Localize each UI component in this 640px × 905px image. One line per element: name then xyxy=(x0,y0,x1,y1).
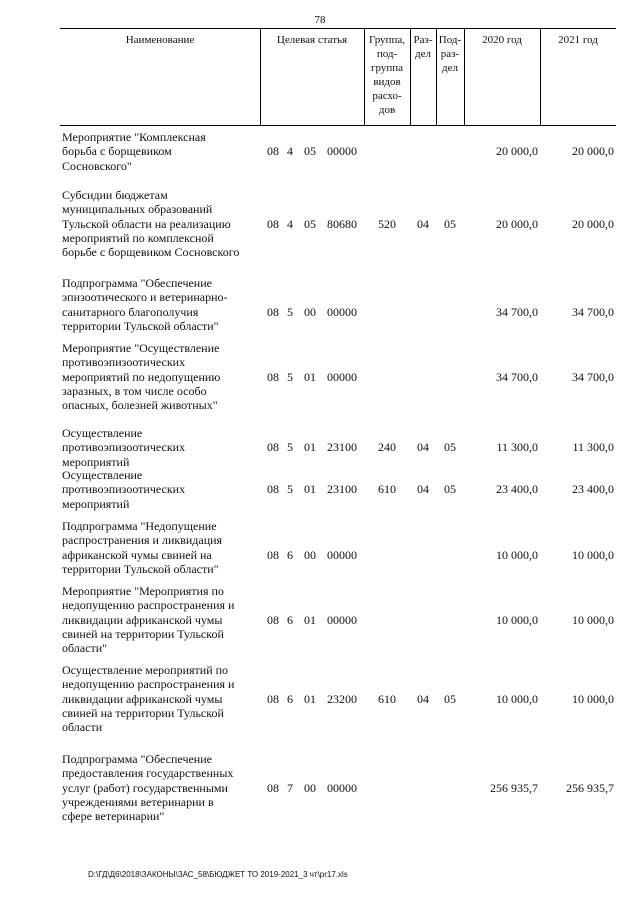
code-event: 01 xyxy=(304,482,316,497)
code-event: 01 xyxy=(304,369,316,384)
table-row xyxy=(60,519,616,576)
row-name xyxy=(62,276,260,333)
code-subprogram: 5 xyxy=(287,482,293,497)
row-name-line: Осуществление мероприятий по xyxy=(62,663,229,677)
row-name-line: мероприятий по недопущению xyxy=(62,369,221,384)
amount-2021: 20 000,0 xyxy=(572,216,614,231)
section-code: 04 xyxy=(417,482,429,497)
code-direction: 00000 xyxy=(327,780,357,795)
header-name: Наименование xyxy=(125,34,195,46)
page-number: 78 xyxy=(314,14,326,26)
code-event: 01 xyxy=(304,691,316,706)
row-name xyxy=(62,663,260,734)
amount-2020: 34 700,0 xyxy=(496,304,538,319)
table-row xyxy=(60,426,616,469)
row-name-line: недопущению распространения и xyxy=(62,677,235,692)
subsection-code: 05 xyxy=(444,482,456,497)
amount-2020: 34 700,0 xyxy=(496,369,538,384)
code-event: 01 xyxy=(304,440,316,455)
amount-2021: 23 400,0 xyxy=(572,482,614,497)
amount-2020: 20 000,0 xyxy=(496,216,538,231)
code-program: 08 xyxy=(267,440,279,455)
row-name-line: Подпрограмма "Обеспечение xyxy=(62,752,212,766)
row-name xyxy=(62,426,260,469)
code-program: 08 xyxy=(267,691,279,706)
code-event: 00 xyxy=(304,780,316,795)
row-name-line: Мероприятие "Мероприятия по xyxy=(62,584,224,598)
row-name-line: муниципальных образований xyxy=(62,202,213,217)
code-direction: 23100 xyxy=(327,482,357,497)
row-name-line: мероприятий по комплексной xyxy=(62,230,214,245)
row-name-line: Осуществление xyxy=(62,468,143,482)
row-name xyxy=(62,519,260,576)
code-subprogram: 4 xyxy=(287,144,293,159)
row-name xyxy=(62,752,260,823)
subsection-code: 05 xyxy=(444,440,456,455)
amount-2020: 23 400,0 xyxy=(496,482,538,497)
row-name-line: области" xyxy=(62,641,108,656)
row-name-line: ликвидации африканской чумы xyxy=(62,691,223,706)
code-program: 08 xyxy=(267,369,279,384)
row-name-line: территории Тульской области" xyxy=(62,318,219,333)
code-event: 05 xyxy=(304,144,316,159)
code-direction: 00000 xyxy=(327,144,357,159)
code-subprogram: 6 xyxy=(287,691,293,706)
code-subprogram: 6 xyxy=(287,547,293,562)
row-name-line: заразных, в том числе особо xyxy=(62,383,207,398)
code-subprogram: 6 xyxy=(287,612,293,627)
row-name-line: предоставления государственных xyxy=(62,766,234,781)
code-program: 08 xyxy=(267,304,279,319)
row-name-line: санитарного благополучия xyxy=(62,304,199,319)
code-direction: 00000 xyxy=(327,612,357,627)
row-name xyxy=(62,468,260,511)
code-direction: 23200 xyxy=(327,691,357,706)
table-row xyxy=(60,188,616,260)
header-2020: 2020 год xyxy=(482,34,522,46)
code-program: 08 xyxy=(267,144,279,159)
row-name-line: учреждениями ветеринарии в xyxy=(62,794,214,809)
section-code: 04 xyxy=(417,691,429,706)
code-subprogram: 4 xyxy=(287,216,293,231)
row-name xyxy=(62,130,260,173)
amount-2020: 10 000,0 xyxy=(496,547,538,562)
row-name-line: ликвидации африканской чумы xyxy=(62,612,223,627)
code-subprogram: 5 xyxy=(287,304,293,319)
row-name-line: противоэпизоотических xyxy=(62,440,186,455)
code-program: 08 xyxy=(267,482,279,497)
row-name-line: Подпрограмма "Недопущение xyxy=(62,519,217,533)
row-name-line: Осуществление xyxy=(62,426,143,440)
row-name-line: Мероприятие "Осуществление xyxy=(62,341,220,355)
amount-2020: 20 000,0 xyxy=(496,144,538,159)
code-direction: 00000 xyxy=(327,304,357,319)
row-name-line: противоэпизоотических xyxy=(62,482,186,497)
amount-2021: 256 935,7 xyxy=(566,780,614,795)
row-name-line: опасных, болезней животных" xyxy=(62,398,218,413)
file-path-footer: D:\ГД\Д6\2018\ЗАКОНЫ\ЗАС_58\БЮДЖЕТ ТО 2019-2021_3 чт\pr17.xls xyxy=(88,870,348,879)
amount-2020: 10 000,0 xyxy=(496,691,538,706)
amount-2021: 11 300,0 xyxy=(572,440,614,455)
row-name-line: борьбе с борщевиком Сосновского xyxy=(62,245,240,260)
row-name-line: услуг (работ) государственными xyxy=(62,780,228,795)
code-event: 00 xyxy=(304,304,316,319)
code-event: 01 xyxy=(304,612,316,627)
row-name-line: Сосновского" xyxy=(62,158,132,173)
header-2021: 2021 год xyxy=(558,34,598,46)
row-name xyxy=(62,584,260,655)
row-name-line: распространения и ликвидация xyxy=(62,533,223,548)
table-row xyxy=(60,663,616,735)
row-name-line: противоэпизоотических xyxy=(62,355,186,370)
header-section: Раз- дел xyxy=(413,34,433,60)
row-name-line: Подпрограмма "Обеспечение xyxy=(62,276,212,290)
amount-2021: 10 000,0 xyxy=(572,691,614,706)
amount-2021: 20 000,0 xyxy=(572,144,614,159)
row-name-line: свиней на территории Тульской xyxy=(62,626,224,641)
row-name-line: Мероприятие "Комплексная xyxy=(62,130,206,144)
row-name-line: свиней на территории Тульской xyxy=(62,705,224,720)
code-direction: 00000 xyxy=(327,547,357,562)
subsection-code: 05 xyxy=(444,691,456,706)
code-subprogram: 5 xyxy=(287,369,293,384)
table-row xyxy=(60,584,616,656)
header-expense-group: Группа, под-группа видов расхо-дов xyxy=(369,34,405,116)
table-row xyxy=(60,752,616,824)
amount-2020: 256 935,7 xyxy=(490,780,538,795)
row-name-line: недопущению распространения и xyxy=(62,598,235,613)
table-row xyxy=(60,276,616,333)
amount-2021: 10 000,0 xyxy=(572,612,614,627)
section-code: 04 xyxy=(417,440,429,455)
table-header xyxy=(60,28,616,126)
section-code: 04 xyxy=(417,216,429,231)
row-name-line: Субсидии бюджетам xyxy=(62,188,168,202)
table-row xyxy=(60,130,616,173)
code-program: 08 xyxy=(267,216,279,231)
subsection-code: 05 xyxy=(444,216,456,231)
code-direction: 00000 xyxy=(327,369,357,384)
row-name xyxy=(62,341,260,412)
amount-2021: 34 700,0 xyxy=(572,369,614,384)
expense-group: 520 xyxy=(378,216,396,231)
row-name xyxy=(62,188,260,259)
code-direction: 80680 xyxy=(327,216,357,231)
row-name-line: эпизоотического и ветеринарно- xyxy=(62,290,228,305)
code-subprogram: 5 xyxy=(287,440,293,455)
code-program: 08 xyxy=(267,780,279,795)
table-row xyxy=(60,468,616,511)
code-event: 00 xyxy=(304,547,316,562)
row-name-line: мероприятий xyxy=(62,454,130,469)
code-program: 08 xyxy=(267,612,279,627)
amount-2020: 11 300,0 xyxy=(496,440,538,455)
code-event: 05 xyxy=(304,216,316,231)
code-direction: 23100 xyxy=(327,440,357,455)
row-name-line: Тульской области на реализацию xyxy=(62,216,231,231)
header-subsection: Под- раз- дел xyxy=(438,34,462,74)
row-name-line: области xyxy=(62,720,103,735)
table-row xyxy=(60,341,616,413)
row-name-line: мероприятий xyxy=(62,496,130,511)
code-program: 08 xyxy=(267,547,279,562)
code-subprogram: 7 xyxy=(287,780,293,795)
row-name-line: африканской чумы свиней на xyxy=(62,547,212,562)
expense-group: 240 xyxy=(378,440,396,455)
amount-2021: 34 700,0 xyxy=(572,304,614,319)
header-target-article: Целевая статья xyxy=(276,34,348,46)
row-name-line: территории Тульской области" xyxy=(62,561,219,576)
amount-2020: 10 000,0 xyxy=(496,612,538,627)
row-name-line: сфере ветеринарии" xyxy=(62,809,165,824)
expense-group: 610 xyxy=(378,691,396,706)
row-name-line: борьба с борщевиком xyxy=(62,144,172,159)
amount-2021: 10 000,0 xyxy=(572,547,614,562)
expense-group: 610 xyxy=(378,482,396,497)
